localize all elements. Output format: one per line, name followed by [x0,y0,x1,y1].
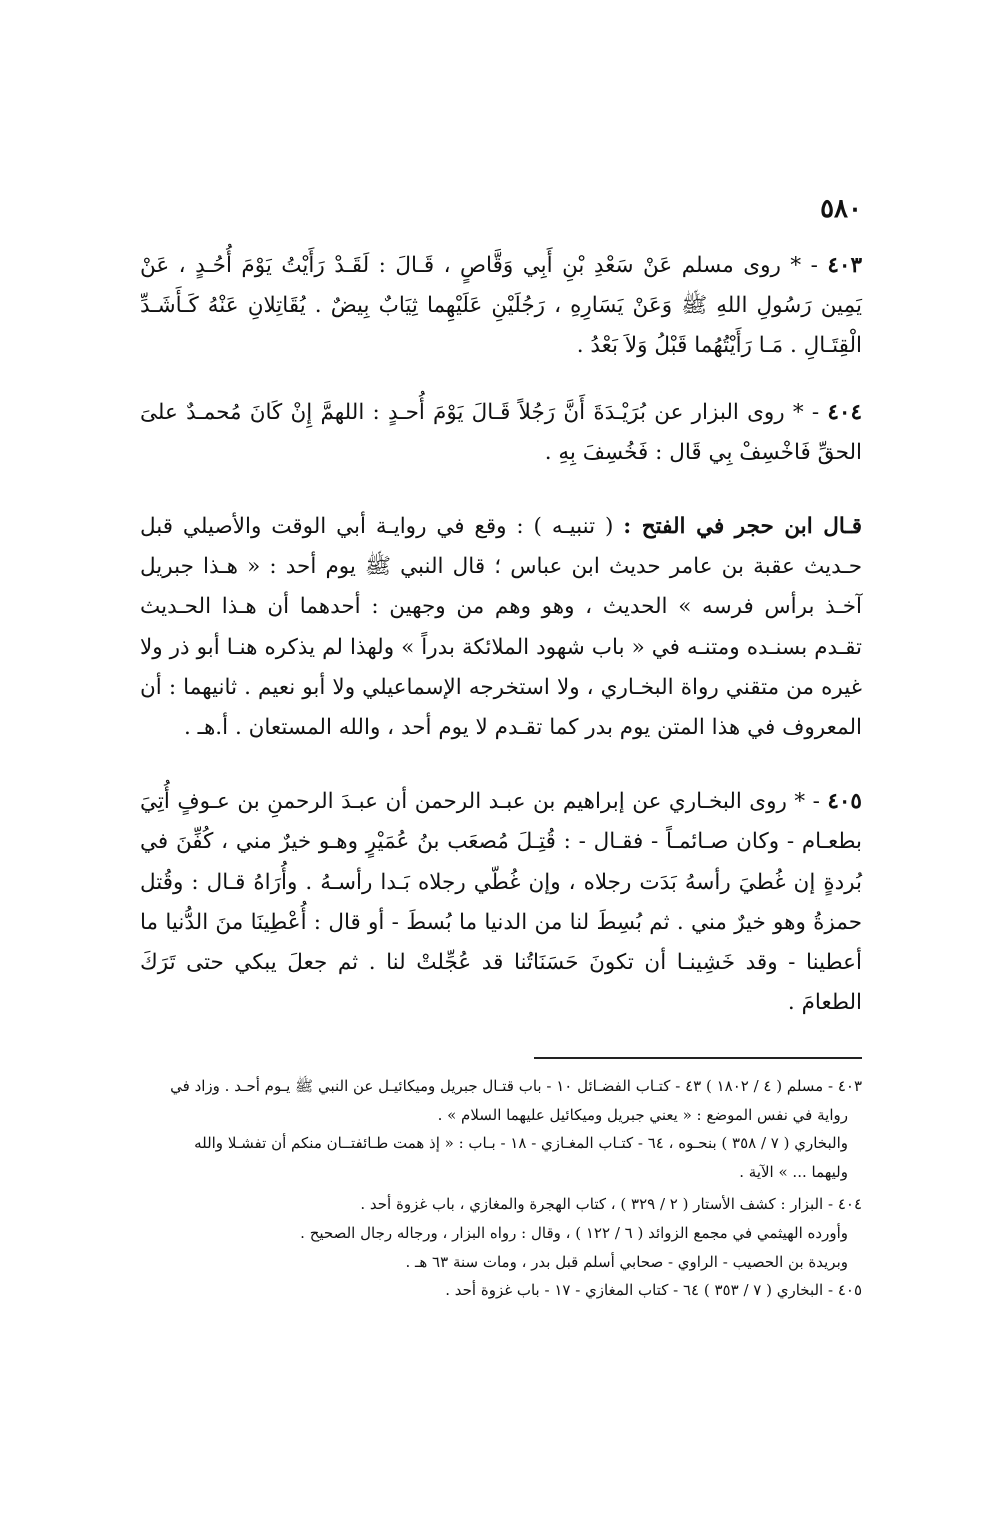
hadith-text: - * روى مسلم عَنْ سَعْدِ بْنِ أَبِي وَقَّاصٍ ، قَـالَ : لَقَـدْ رَأَيْتُ يَوْمَ أُحُـدٍ ، عَنْ يَمِين رَسُولِ اللهِ ﷺ وَعَنْ يَسَارِهِ ، رَجُلَيْنِ عَلَيْهِما ثِيَابٌ بِيضٌ . يُقَاتِلانِ عَنْهُ كَـأَشَـدِّ الْقِتَـالِ . مَـا رَأَيْتُهُما قَبْلُ وَلاَ بَعْدُ . [140,253,862,359]
hadith-text: - * روى البزار عن بُرَيْـدَةَ أَنَّ رَجُلاً قَـالَ يَوْمَ أُحـدٍ : اللهمَّ إِنْ كَانَ مُحمـدٌ علىَ الحقِّ فَاخْسِفْ بِي قَال : فَخُسِفَ بِهِ . [140,399,862,465]
hadith-404 [140,393,862,473]
commentary-ibn-hajar [140,507,862,748]
hadith-number: ٤٠٣ [827,253,862,278]
hadith-405 [140,782,862,1023]
footnote-divider [534,1057,862,1059]
footnote-line: رواية في نفس الموضع : « يعني جبريل وميكائيل عليهما السلام » . [437,1105,848,1124]
main-text [140,246,862,1023]
footnote-line: وبريدة بن الحصيب - الراوي - صحابي أسلم قبل بدر ، ومات سنة ٦٣ هـ . [405,1252,848,1271]
page-number: ٥٨٠ [820,194,862,224]
hadith-number: ٤٠٤ [827,399,862,425]
footnote-line: ٤٠٤ - البزار : كشف الأستار ( ٢ / ٣٢٩ ) ، كتاب الهجرة والمغازي ، باب غزوة أحد . [360,1195,862,1214]
footnote-line: وليهما ... » الآية . [739,1162,848,1181]
hadith-403 [140,246,862,367]
hadith-number: ٤٠٥ [827,789,862,815]
footnote-line: ٤٠٥ - البخاري ( ٧ / ٣٥٣ ) ٦٤ - كتاب المغازي - ١٧ - باب غزوة أحد . [445,1281,862,1300]
hadith-text: - * روى البخـاري عن إبراهيم بن عبـد الرحمن أن عبـدَ الرحمنِ بن عـوفٍ أُتِيَ بطعـام - وكان صـائمـاً - فقـال - : قُتِـلَ مُصعَب بنُ عُمَيْرٍ وهـو خيرٌ مني ، كُفِّنَ في بُردةٍ إن غُطيَ رأسهُ بَدَت رجلاه ، وإن غُطّي رجلاه بَـدا رأسـهُ . وأُرَاهُ قـال : وقُتل حمزةُ وهو خيرٌ مني . ثم بُسِطَ لنا من الدنيا ما بُسطَ - أو قال : أُعْطِينَا منَ الدُّنيا ما أعطينا - وقد خَشِينـا أن تكونَ حَسَنَاتُنا قد عُجِّلتْ لنا . ثم جعلَ يبكي حتى تَرَكَ الطعامَ . [140,789,862,1016]
footnote-line: ٤٠٣ - مسلم ( ٤ / ١٨٠٢ ) ٤٣ - كتـاب الفضـائل ١٠ - باب قتـال جبريل وميكائيـل عن النبي ﷺ يـوم أحـد . وزاد في [170,1077,862,1095]
commentary-lead: قـال ابن حجر في الفتح : [623,514,862,540]
footnote-line: والبخاري ( ٧ / ٣٥٨ ) بنحـوه ، ٦٤ - كتـاب المغـازي - ١٨ - بـاب : « إذ همت طـائفتــان منكم أن تفشـلا والله [194,1134,848,1153]
commentary-text: ( تنبيـه ) : وقع في روايـة أبي الوقت والأصيلي قبل حـديث عقبة بن عامر حديث ابن عباس ؛ قال النبي ﷺ يوم أحد : « هـذا جبريل آخـذ برأس فرسه » الحديث ، وهو وهم من وجهين : أحدهما أن هـذا الحـديث تقـدم بسنـده ومتنـه في « باب شهود الملائكة بدراً » ولهذا لم يذكره هنـا أبو ذر ولا غيره من متقني رواة البخـاري ، ولا استخرجه الإسماعيلي ولا أبو نعيم . ثانيهما : أن المعروف في هذا المتن يوم بدر كما تقـدم لا يوم أحد ، والله المستعان . أ.هـ . [140,514,862,741]
footnotes [140,1072,862,1305]
footnote-line: وأورده الهيثمي في مجمع الزوائد ( ٦ / ١٢٢ ) ، وقال : رواه البزار ، ورجاله رجال الصحيح . [300,1223,848,1242]
